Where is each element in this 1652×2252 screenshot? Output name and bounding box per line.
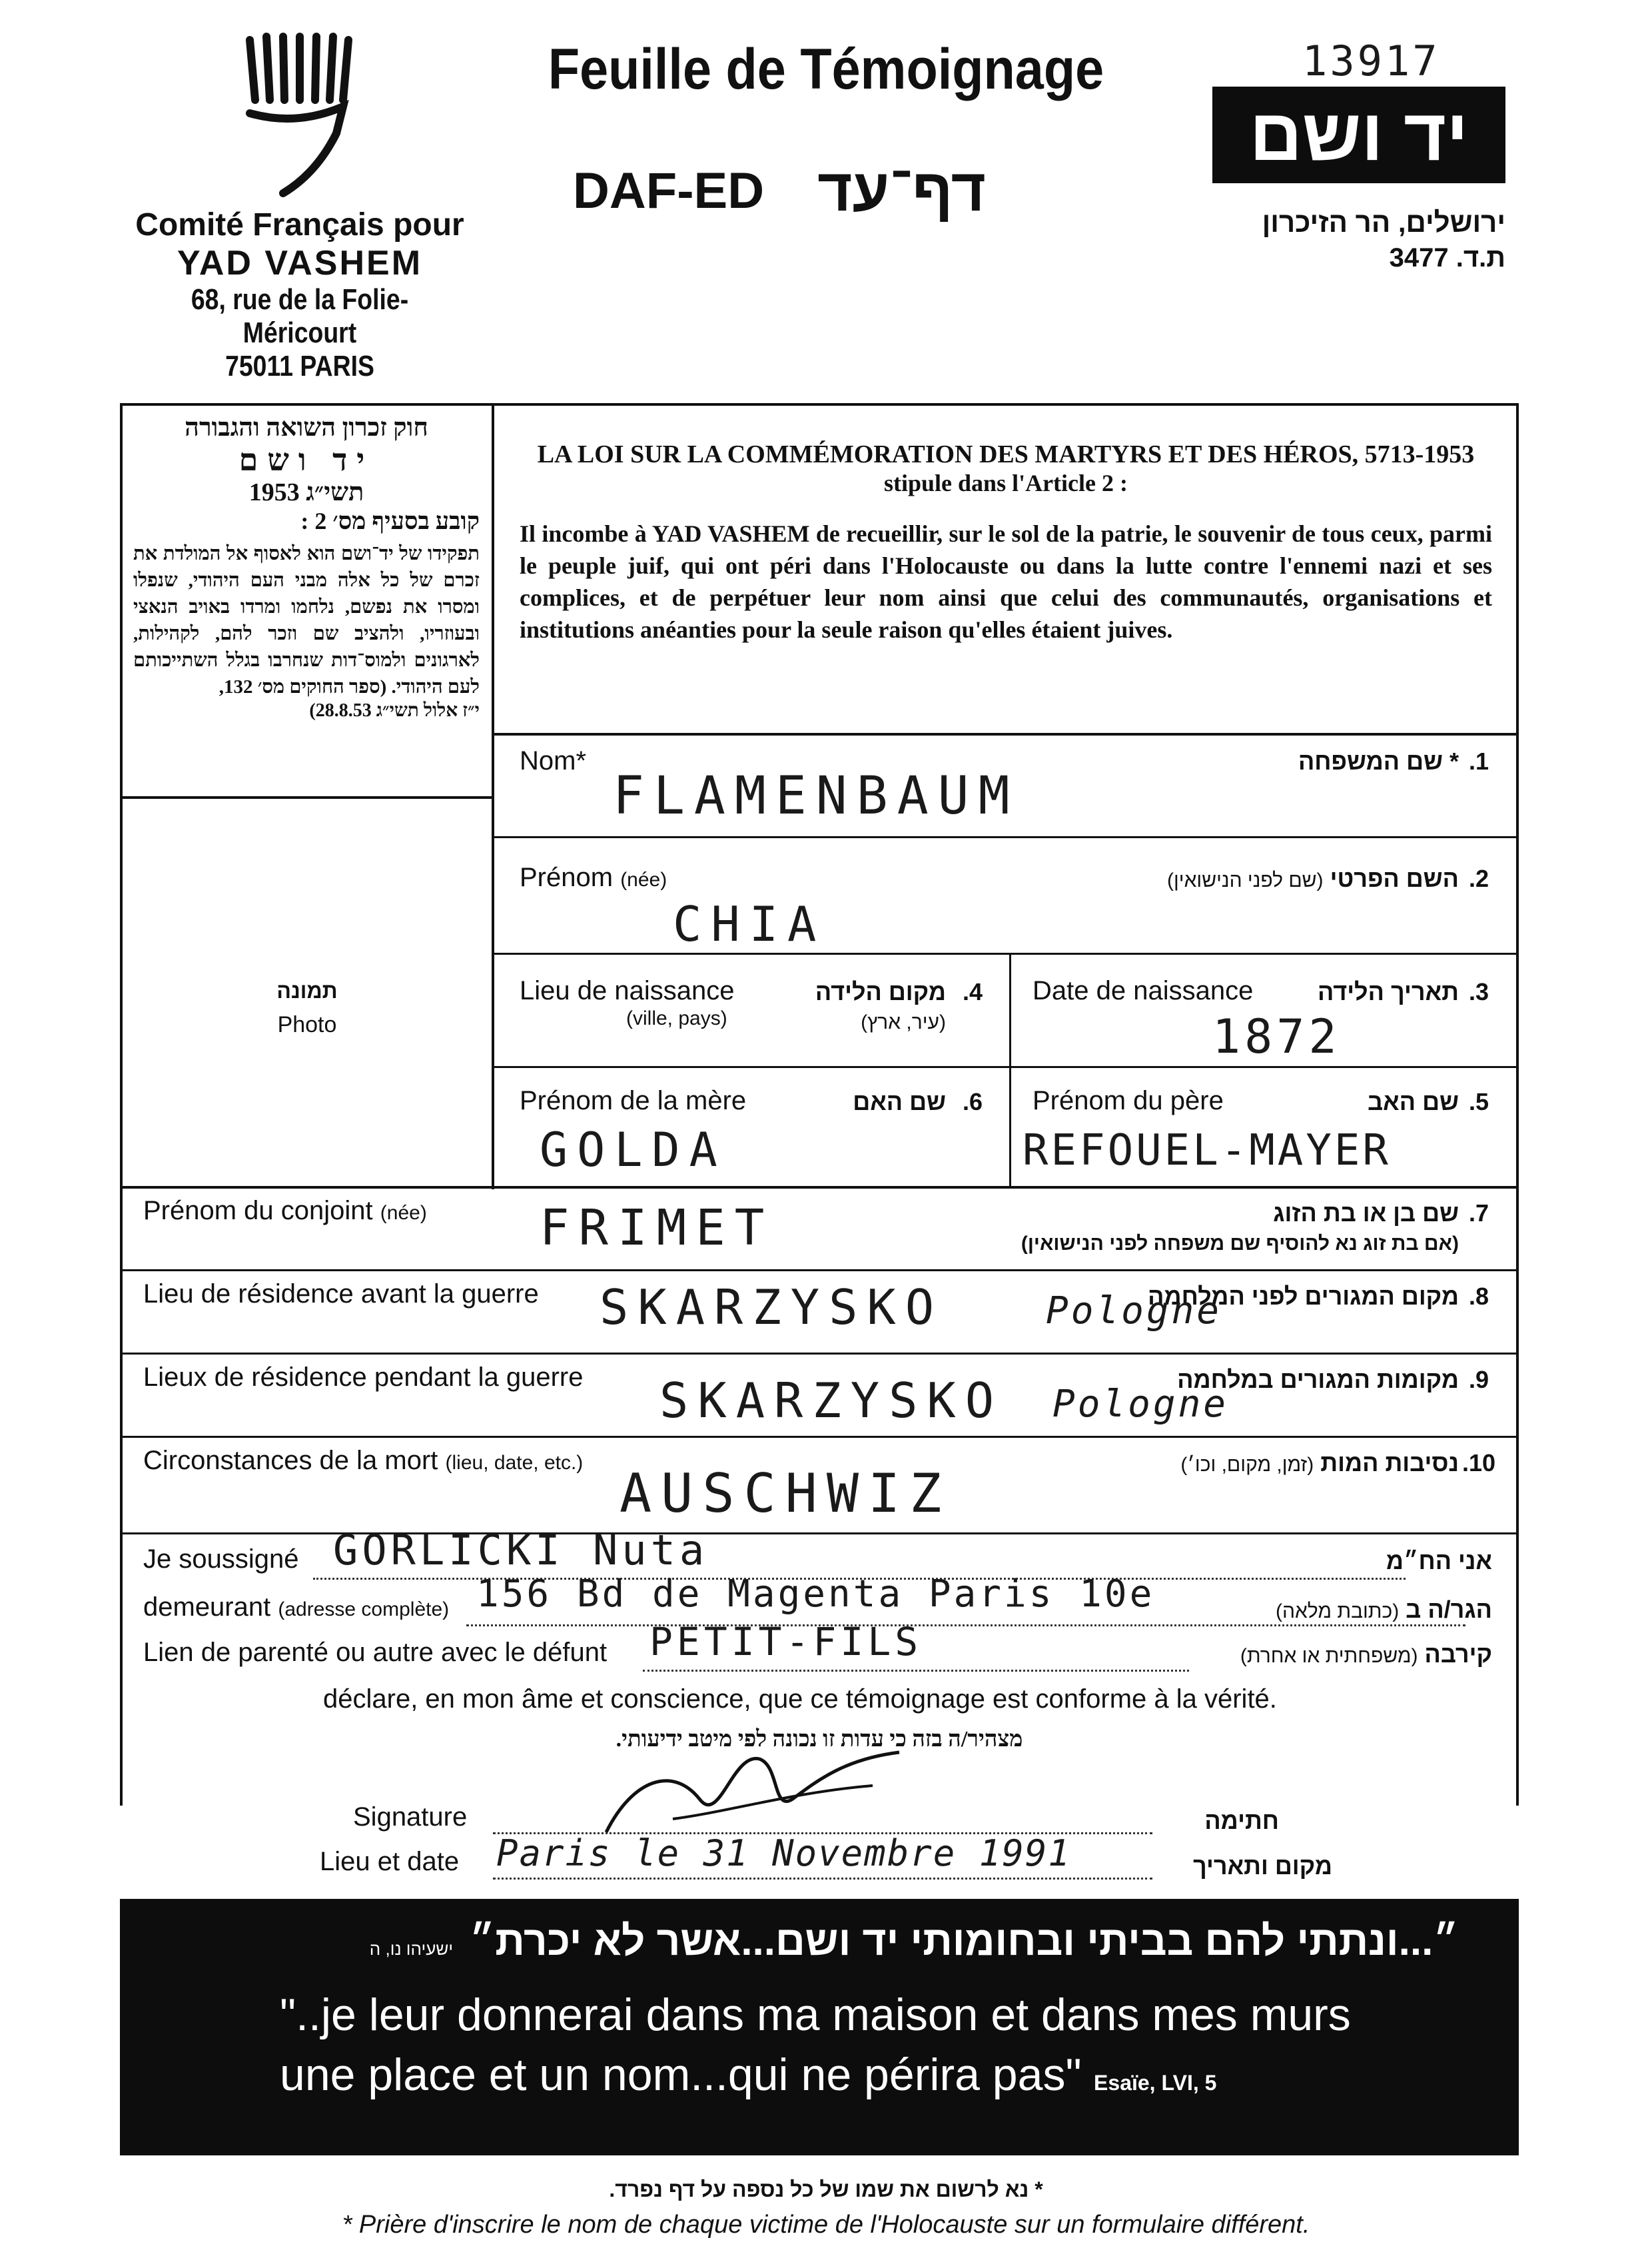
soussigne-hebrew: אני הח״מ — [1386, 1547, 1492, 1574]
field-1-num: 1. — [1469, 748, 1489, 775]
field-10-label-text: Circonstances de la mort — [143, 1446, 438, 1475]
field-10-label-note: (lieu, date, etc.) — [445, 1452, 584, 1474]
field-3-label: Date de naissance — [1032, 976, 1254, 1005]
demeurant-label — [143, 1592, 449, 1622]
field-10-heb-text: נסיבות המות — [1320, 1449, 1459, 1476]
soussigne-value: GORLICKI Nuta — [333, 1526, 709, 1574]
field-2-value: CHIA — [673, 896, 826, 952]
signature-scribble — [593, 1739, 913, 1846]
demeurant-label-note: (adresse complète) — [278, 1598, 450, 1620]
org-block — [120, 207, 480, 383]
field-8-label: Lieu de résidence avant la guerre — [143, 1279, 539, 1309]
law-french-block — [520, 440, 1492, 646]
field-10-label-hebrew — [1092, 1449, 1459, 1477]
banner-ref: Esaïe, LVI, 5 — [1094, 2071, 1217, 2095]
field-3-num: 3. — [1469, 978, 1489, 1005]
field-8-num: 8. — [1469, 1283, 1489, 1310]
lieu-date-hebrew: מקום ותאריך — [1192, 1852, 1332, 1880]
field-6-value: GOLDA — [540, 1123, 727, 1177]
photo-area — [123, 799, 492, 1185]
field-9-value: SKARZYSKO — [659, 1373, 1004, 1428]
page-title: Feuille de Témoignage — [548, 37, 1104, 101]
signature — [593, 1739, 913, 1846]
lien-value: PETIT-FILS — [649, 1619, 923, 1664]
field-9-label-hebrew: מקומות המגורים במלחמה — [1177, 1366, 1459, 1393]
org-name-line2: YAD VASHEM — [177, 244, 423, 282]
menorah-icon — [236, 27, 356, 200]
banner-line2-row — [280, 2049, 1216, 2101]
law-french-subtitle: stipule dans l'Article 2 : — [884, 470, 1128, 496]
quote-banner — [120, 1899, 1519, 2155]
law-hebrew-body: תפקידו של יד־ושם הוא לאסוף אל המולדת את זכרם של כל אלה מבני העם היהודי, שנפלו ומסרו את נפשם, נלחמו ומרדו באויב הנאצי ובעוזריו, ולהציב שם וזכר להם, לקהילות, לארגונים ולמוס־דות שנחרבו בגלל השתייכותם לעם היהודי. (ספר החוקים מס׳ 132, — [133, 543, 480, 698]
footer-french: * Prière d'inscrire le nom de chaque victime de l'Holocauste sur un formulaire différent. — [342, 2211, 1310, 2239]
field-7-label-text: Prénom du conjoint — [143, 1196, 373, 1225]
law-french-body: Il incombe à YAD VASHEM de recueillir, sur le sol de la patrie, le souvenir de tous ceux, parmi le peuple juif, qui ont péri dans l'Holocauste ou dans la lutte contre l'ennemi nazi et ses complices, et de perpétuer leur nom ainsi que celui des communautés, organisations et institutions anéanties pour la seule raison qu'elles étaient juives. — [520, 520, 1492, 643]
field-7-label-hebrew: שם בן או בת הזוג — [1273, 1199, 1459, 1227]
field-4-heb-note: (עיר, ארץ) — [861, 1011, 946, 1033]
law-hebrew-date: י״ז אלול תשי״ג 28.8.53) — [309, 700, 480, 722]
field-9-value2: Pologne — [1052, 1383, 1229, 1426]
field-1-label-hebrew: * שם המשפחה — [1298, 748, 1459, 775]
lien-heb-note: (משפחתית או אחרת) — [1240, 1645, 1418, 1667]
logo-hebrew: יד ושם — [1249, 94, 1469, 176]
banner-hebrew: ״...ונתתי להם בביתי ובחומותי יד ושם...אשר לא יכרת״ — [469, 1918, 1459, 1964]
law-french-title: LA LOI SUR LA COMMÉMORATION DES MARTYRS ET DES HÉROS, 5713-1953 — [537, 440, 1475, 468]
field-7-value: FRIMET — [540, 1199, 774, 1257]
soussigne-label: Je soussigné — [143, 1544, 299, 1574]
law-hebrew-line4: קובע בסעיף מס׳ 2 : — [300, 508, 480, 534]
subtitle-hebrew: דף־עד — [817, 157, 986, 224]
field-4-label-note: (ville, pays) — [626, 1007, 727, 1029]
lien-hebrew — [1192, 1640, 1492, 1668]
declaration: déclare, en mon âme et conscience, que ce témoignage est conforme à la vérité. — [323, 1684, 1277, 1714]
field-1-label: Nom* — [520, 746, 587, 776]
law-hebrew-line2: יד ושם — [238, 443, 374, 477]
field-4-label: Lieu de naissance — [520, 976, 735, 1005]
declaration-hebrew: מצהיר/ה בזה כי עדות זו נכונה לפי מיטב ידיעותי. — [616, 1727, 1023, 1752]
org-address-line1: 68, rue de la Folie-Méricourt — [191, 283, 409, 349]
hebrew-city: ירושלים, הר הזיכרון — [1262, 207, 1505, 238]
field-7-num: 7. — [1469, 1199, 1489, 1227]
banner-line2: une place et un nom...qui ne périra pas" — [280, 2049, 1082, 2100]
demeurant-heb-text: הגר/ה ב — [1406, 1596, 1492, 1623]
banner-hebrew-ref: ישעיהו נו, ה — [369, 1939, 454, 1959]
field-5-label-hebrew: שם האב — [1368, 1088, 1459, 1115]
signature-hebrew: חתימה — [1204, 1807, 1279, 1834]
field-2-heb-note: (שם לפני הנישואין) — [1167, 869, 1324, 891]
field-3-value: 1872 — [1212, 1009, 1341, 1064]
field-1-value: FLAMENBAUM — [613, 766, 1019, 826]
lien-heb-text: קירבה — [1424, 1640, 1492, 1668]
archive-number: 13917 — [1302, 37, 1440, 85]
field-4-num: 4. — [963, 978, 983, 1005]
field-5-value: REFOUEL-MAYER — [1023, 1126, 1391, 1175]
law-hebrew-line1: חוק זכרון השואה והגבורה — [185, 414, 428, 442]
field-6-label: Prénom de la mère — [520, 1086, 747, 1115]
field-7-heb-note: (אם בת זוג נא להוסיף שם משפחה לפני הנישואין) — [1021, 1233, 1459, 1255]
field-6-label-hebrew: שם האם — [853, 1088, 946, 1115]
field-2-heb-text: השם הפרטי — [1330, 865, 1459, 892]
field-8-value: SKARZYSKO — [600, 1279, 944, 1335]
field-2-num: 2. — [1469, 865, 1489, 892]
field-7-label-note: (née) — [380, 1202, 427, 1224]
lien-label: Lien de parenté ou autre avec le défunt — [143, 1638, 608, 1667]
field-3-label-hebrew: תאריך הלידה — [1317, 978, 1459, 1005]
field-6-num: 6. — [963, 1088, 983, 1115]
field-7-label — [143, 1196, 427, 1226]
demeurant-heb-note: (כתובת מלאה) — [1275, 1600, 1400, 1622]
photo-label-hebrew: תמונה — [276, 979, 338, 1003]
field-2-label-hebrew — [1052, 865, 1459, 893]
field-2-label-text: Prénom — [520, 863, 614, 892]
field-10-num: 10. — [1462, 1449, 1496, 1476]
law-hebrew-block — [133, 413, 480, 722]
field-10-value: AUSCHWIZ — [620, 1462, 951, 1524]
subtitle-latin: DAF-ED — [573, 163, 765, 219]
field-9-num: 9. — [1469, 1366, 1489, 1393]
field-9-label: Lieux de résidence pendant la guerre — [143, 1363, 584, 1392]
demeurant-label-text: demeurant — [143, 1592, 271, 1622]
field-8-value2: Pologne — [1046, 1289, 1222, 1333]
field-5-num: 5. — [1469, 1088, 1489, 1115]
field-10-label — [143, 1446, 583, 1476]
org-address-line2: 75011 PARIS — [225, 350, 374, 382]
demeurant-hebrew — [1239, 1596, 1492, 1624]
footer-hebrew: * נא לרשום את שמו של כל נספה על דף נפרד. — [609, 2177, 1043, 2201]
po-box: ת.ד. 3477 — [1389, 243, 1505, 273]
subtitle-row — [573, 157, 1079, 225]
demeurant-value: 156 Bd de Magenta Paris 10e — [476, 1572, 1155, 1616]
photo-label: Photo — [277, 1012, 337, 1037]
law-hebrew-line3: תשי״ג 1953 — [248, 478, 364, 506]
field-10-heb-note: (זמן, מקום, וכו׳) — [1180, 1454, 1314, 1476]
lieu-date-label: Lieu et date — [320, 1847, 460, 1876]
field-2-label — [520, 863, 667, 893]
signature-label: Signature — [353, 1802, 468, 1832]
menorah-logo — [236, 27, 356, 200]
field-8-label-hebrew: מקום המגורים לפני המלחמה — [1148, 1283, 1459, 1310]
yad-vashem-logo — [1212, 87, 1505, 183]
lieu-date-value: Paris le 31 Novembre 1991 — [496, 1832, 1071, 1874]
banner-hebrew-row — [200, 1918, 1459, 1965]
org-name-line1: Comité Français pour — [135, 207, 464, 243]
field-2-label-note: (née) — [620, 869, 667, 891]
field-5-label: Prénom du père — [1032, 1086, 1224, 1115]
banner-line1: "..je leur donnerai dans ma maison et dans mes murs — [280, 1989, 1351, 2040]
field-4-label-hebrew: מקום הלידה — [815, 978, 946, 1005]
